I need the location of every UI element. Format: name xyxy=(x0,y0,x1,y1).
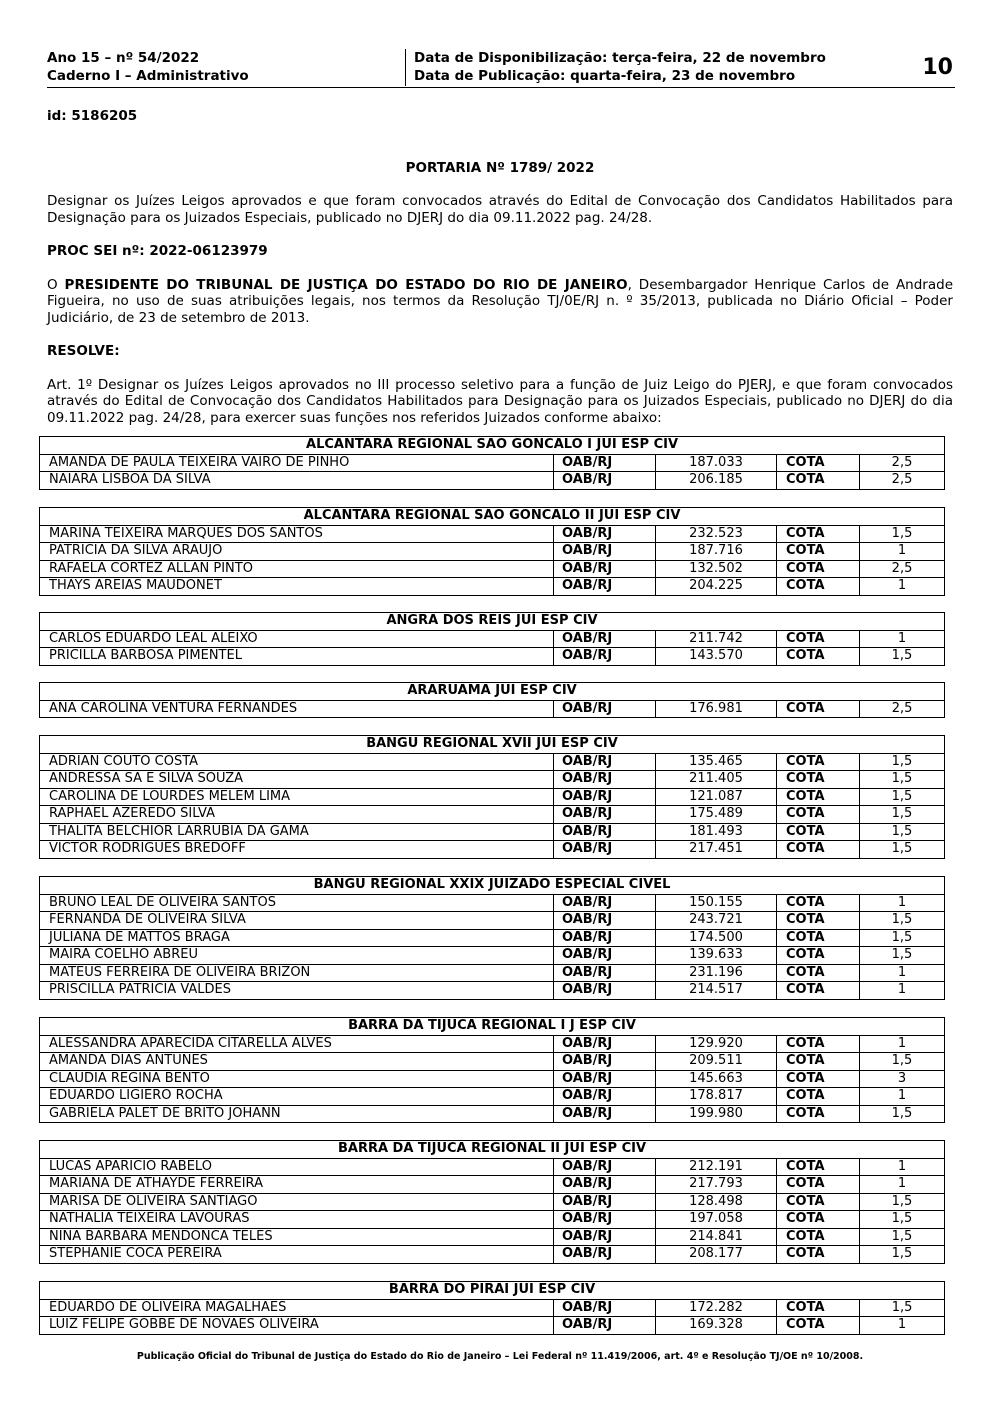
judge-name: THAYS AREIAS MAUDONET xyxy=(40,578,554,596)
oab-label: OAB/RJ xyxy=(554,823,656,841)
cota-label: COTA xyxy=(777,1228,860,1246)
header-left xyxy=(47,49,249,85)
oab-label: OAB/RJ xyxy=(554,472,656,490)
judge-name: AMANDA DIAS ANTUNES xyxy=(40,1053,554,1071)
cota-label: COTA xyxy=(777,700,860,718)
judge-name: ADRIAN COUTO COSTA xyxy=(40,753,554,771)
court-table xyxy=(39,1140,944,1264)
court-name: ARARUAMA JUI ESP CIV xyxy=(40,683,945,701)
oab-label: OAB/RJ xyxy=(554,1299,656,1317)
court-name: ALCANTARA REGIONAL SAO GONCALO I JUI ESP CIV xyxy=(40,437,945,455)
oab-label: OAB/RJ xyxy=(554,1105,656,1123)
table-row xyxy=(40,894,945,912)
cota-label: COTA xyxy=(777,1193,860,1211)
court-table xyxy=(39,1017,944,1123)
cota-value: 2,5 xyxy=(860,560,945,578)
cota-label: COTA xyxy=(777,964,860,982)
oab-number: 208.177 xyxy=(656,1246,777,1264)
cota-value: 1,5 xyxy=(860,771,945,789)
oab-label: OAB/RJ xyxy=(554,1035,656,1053)
cota-label: COTA xyxy=(777,1070,860,1088)
judge-name: VICTOR RODRIGUES BREDOFF xyxy=(40,841,554,859)
cota-value: 1,5 xyxy=(860,1053,945,1071)
oab-number: 135.465 xyxy=(656,753,777,771)
oab-number: 174.500 xyxy=(656,929,777,947)
court-table xyxy=(39,876,944,1000)
oab-number: 150.155 xyxy=(656,894,777,912)
oab-label: OAB/RJ xyxy=(554,929,656,947)
court-name: ALCANTARA REGIONAL SAO GONCALO II JUI ESP CIV xyxy=(40,508,945,526)
page-header xyxy=(47,49,955,88)
edition: Ano 15 – nº 54/2022 xyxy=(47,50,200,66)
judge-name: NINA BARBARA MENDONCA TELES xyxy=(40,1228,554,1246)
president-title: PRESIDENTE DO TRIBUNAL DE JUSTIÇA DO ESTADO DO RIO DE JANEIRO xyxy=(64,276,628,293)
cota-label: COTA xyxy=(777,753,860,771)
table-row xyxy=(40,753,945,771)
oab-label: OAB/RJ xyxy=(554,982,656,1000)
header-right xyxy=(414,49,826,85)
cota-value: 2,5 xyxy=(860,454,945,472)
table-row xyxy=(40,771,945,789)
oab-number: 176.981 xyxy=(656,700,777,718)
resolve-heading: RESOLVE: xyxy=(47,343,120,359)
cota-value: 1,5 xyxy=(860,947,945,965)
oab-label: OAB/RJ xyxy=(554,806,656,824)
table-header-row xyxy=(40,437,945,455)
oab-number: 231.196 xyxy=(656,964,777,982)
table-row xyxy=(40,1246,945,1264)
cota-value: 1 xyxy=(860,964,945,982)
cota-value: 1,5 xyxy=(860,648,945,666)
cota-value: 2,5 xyxy=(860,700,945,718)
judge-name: MARIANA DE ATHAYDE FERREIRA xyxy=(40,1176,554,1194)
cota-label: COTA xyxy=(777,771,860,789)
table-row xyxy=(40,454,945,472)
oab-number: 243.721 xyxy=(656,912,777,930)
table-row xyxy=(40,788,945,806)
cota-label: COTA xyxy=(777,1088,860,1106)
oab-label: OAB/RJ xyxy=(554,1246,656,1264)
judge-name: STEPHANIE COCA PEREIRA xyxy=(40,1246,554,1264)
cota-value: 1,5 xyxy=(860,1105,945,1123)
cota-value: 1,5 xyxy=(860,1299,945,1317)
cota-value: 2,5 xyxy=(860,472,945,490)
table-row xyxy=(40,700,945,718)
judge-name: NAIARA LISBOA DA SILVA xyxy=(40,472,554,490)
judge-name: GABRIELA PALET DE BRITO JOHANN xyxy=(40,1105,554,1123)
cota-label: COTA xyxy=(777,841,860,859)
table-header-row xyxy=(40,613,945,631)
judge-table xyxy=(39,876,945,1000)
oab-number: 214.517 xyxy=(656,982,777,1000)
judge-name: NATHALIA TEIXEIRA LAVOURAS xyxy=(40,1211,554,1229)
cota-value: 1,5 xyxy=(860,806,945,824)
judge-name: PRISCILLA PATRICIA VALDES xyxy=(40,982,554,1000)
table-row xyxy=(40,841,945,859)
table-header-row xyxy=(40,1141,945,1159)
cota-label: COTA xyxy=(777,560,860,578)
cota-value: 1 xyxy=(860,630,945,648)
table-row xyxy=(40,648,945,666)
cota-label: COTA xyxy=(777,1317,860,1335)
oab-label: OAB/RJ xyxy=(554,1053,656,1071)
table-row xyxy=(40,912,945,930)
cota-label: COTA xyxy=(777,1158,860,1176)
oab-number: 143.570 xyxy=(656,648,777,666)
oab-number: 209.511 xyxy=(656,1053,777,1071)
oab-label: OAB/RJ xyxy=(554,1070,656,1088)
table-row xyxy=(40,630,945,648)
judge-name: RAFAELA CORTEZ ALLAN PINTO xyxy=(40,560,554,578)
cota-value: 1,5 xyxy=(860,841,945,859)
judge-table xyxy=(39,1140,945,1264)
oab-number: 211.742 xyxy=(656,630,777,648)
oab-label: OAB/RJ xyxy=(554,947,656,965)
table-row xyxy=(40,1193,945,1211)
table-row xyxy=(40,543,945,561)
judge-name: ALESSANDRA APARECIDA CITARELLA ALVES xyxy=(40,1035,554,1053)
cota-value: 1,5 xyxy=(860,1193,945,1211)
cota-label: COTA xyxy=(777,929,860,947)
cota-value: 3 xyxy=(860,1070,945,1088)
cota-value: 1,5 xyxy=(860,525,945,543)
cota-label: COTA xyxy=(777,1105,860,1123)
cota-label: COTA xyxy=(777,543,860,561)
court-name: BARRA DO PIRAI JUI ESP CIV xyxy=(40,1282,945,1300)
oab-label: OAB/RJ xyxy=(554,1317,656,1335)
table-row xyxy=(40,1299,945,1317)
oab-number: 132.502 xyxy=(656,560,777,578)
judge-name: CAROLINA DE LOURDES MELEM LIMA xyxy=(40,788,554,806)
cota-label: COTA xyxy=(777,1035,860,1053)
intro-paragraph: Designar os Juízes Leigos aprovados e que foram convocados através do Edital de Convocação dos Candidatos Habilitados para Designação para os Juizados Especiais, publicado no DJERJ do dia 09.11.2022 pag. 24/28. xyxy=(47,193,953,226)
judge-name: EDUARDO DE OLIVEIRA MAGALHAES xyxy=(40,1299,554,1317)
judge-name: FERNANDA DE OLIVEIRA SILVA xyxy=(40,912,554,930)
cota-value: 1,5 xyxy=(860,823,945,841)
judge-name: MATEUS FERREIRA DE OLIVEIRA BRIZON xyxy=(40,964,554,982)
judge-table xyxy=(39,735,945,859)
oab-number: 129.920 xyxy=(656,1035,777,1053)
president-paragraph xyxy=(47,277,953,327)
oab-number: 187.033 xyxy=(656,454,777,472)
cota-value: 1 xyxy=(860,1176,945,1194)
cota-label: COTA xyxy=(777,648,860,666)
id-line: id: 5186205 xyxy=(47,108,138,124)
judge-name: JULIANA DE MATTOS BRAGA xyxy=(40,929,554,947)
court-table xyxy=(39,735,944,859)
cota-label: COTA xyxy=(777,806,860,824)
table-row xyxy=(40,525,945,543)
judge-name: EDUARDO LIGIERO ROCHA xyxy=(40,1088,554,1106)
oab-number: 206.185 xyxy=(656,472,777,490)
oab-number: 232.523 xyxy=(656,525,777,543)
table-row xyxy=(40,1035,945,1053)
table-row xyxy=(40,982,945,1000)
oab-label: OAB/RJ xyxy=(554,894,656,912)
table-row xyxy=(40,1158,945,1176)
court-table xyxy=(39,1281,944,1335)
oab-number: 175.489 xyxy=(656,806,777,824)
oab-number: 139.633 xyxy=(656,947,777,965)
judge-table xyxy=(39,682,945,718)
oab-label: OAB/RJ xyxy=(554,1211,656,1229)
oab-label: OAB/RJ xyxy=(554,630,656,648)
cota-label: COTA xyxy=(777,1211,860,1229)
availability-date: Data de Disponibilização: terça-feira, 22 de novembro xyxy=(414,50,826,66)
table-row xyxy=(40,1228,945,1246)
president-rest: , Desembargador Henrique Carlos de Andrade Figueira, no uso de suas atribuições legais, nos termos da Resolução TJ/0E/RJ n. º 35/2013, publicada no Diário Oficial – Poder Judiciário, de 23 de setembro de 2013. xyxy=(47,276,953,326)
cota-value: 1,5 xyxy=(860,1211,945,1229)
cota-value: 1 xyxy=(860,894,945,912)
court-name: ANGRA DOS REIS JUI ESP CIV xyxy=(40,613,945,631)
oab-label: OAB/RJ xyxy=(554,1228,656,1246)
oab-number: 217.793 xyxy=(656,1176,777,1194)
court-table xyxy=(39,436,944,490)
cota-label: COTA xyxy=(777,823,860,841)
judge-table xyxy=(39,507,945,596)
cota-value: 1 xyxy=(860,1088,945,1106)
judge-name: MARINA TEIXEIRA MARQUES DOS SANTOS xyxy=(40,525,554,543)
court-name: BANGU REGIONAL XXIX JUIZADO ESPECIAL CIVEL xyxy=(40,877,945,895)
judge-table xyxy=(39,436,945,490)
cota-label: COTA xyxy=(777,1176,860,1194)
judge-name: LUIZ FELIPE GOBBE DE NOVAES OLIVEIRA xyxy=(40,1317,554,1335)
table-row xyxy=(40,947,945,965)
table-row xyxy=(40,929,945,947)
oab-number: 187.716 xyxy=(656,543,777,561)
table-row xyxy=(40,578,945,596)
cota-label: COTA xyxy=(777,630,860,648)
oab-label: OAB/RJ xyxy=(554,788,656,806)
page-number: 10 xyxy=(922,55,953,80)
judge-table xyxy=(39,612,945,666)
judge-name: LUCAS APARICIO RABELO xyxy=(40,1158,554,1176)
table-row xyxy=(40,806,945,824)
judge-name: RAPHAEL AZEREDO SILVA xyxy=(40,806,554,824)
oab-number: 204.225 xyxy=(656,578,777,596)
table-row xyxy=(40,560,945,578)
cota-label: COTA xyxy=(777,982,860,1000)
oab-label: OAB/RJ xyxy=(554,648,656,666)
court-name: BARRA DA TIJUCA REGIONAL II JUI ESP CIV xyxy=(40,1141,945,1159)
cota-label: COTA xyxy=(777,1299,860,1317)
document-body xyxy=(47,108,953,426)
cota-label: COTA xyxy=(777,578,860,596)
judge-name: ANDRESSA SA E SILVA SOUZA xyxy=(40,771,554,789)
cota-value: 1 xyxy=(860,1158,945,1176)
section-name: Caderno I – Administrativo xyxy=(47,68,249,84)
cota-label: COTA xyxy=(777,912,860,930)
oab-label: OAB/RJ xyxy=(554,841,656,859)
judge-name: PATRICIA DA SILVA ARAUJO xyxy=(40,543,554,561)
table-row xyxy=(40,1176,945,1194)
table-header-row xyxy=(40,1282,945,1300)
oab-number: 145.663 xyxy=(656,1070,777,1088)
oab-number: 217.451 xyxy=(656,841,777,859)
oab-number: 214.841 xyxy=(656,1228,777,1246)
cota-label: COTA xyxy=(777,947,860,965)
oab-label: OAB/RJ xyxy=(554,1193,656,1211)
oab-label: OAB/RJ xyxy=(554,543,656,561)
judge-name: CLAUDIA REGINA BENTO xyxy=(40,1070,554,1088)
cota-label: COTA xyxy=(777,1246,860,1264)
judge-table xyxy=(39,1017,945,1123)
table-row xyxy=(40,1105,945,1123)
oab-label: OAB/RJ xyxy=(554,1176,656,1194)
cota-value: 1 xyxy=(860,1317,945,1335)
judge-name: PRICILLA BARBOSA PIMENTEL xyxy=(40,648,554,666)
oab-label: OAB/RJ xyxy=(554,753,656,771)
table-row xyxy=(40,1053,945,1071)
cota-value: 1,5 xyxy=(860,929,945,947)
court-table xyxy=(39,507,944,596)
oab-label: OAB/RJ xyxy=(554,525,656,543)
oab-label: OAB/RJ xyxy=(554,771,656,789)
court-table xyxy=(39,612,944,666)
oab-number: 178.817 xyxy=(656,1088,777,1106)
table-row xyxy=(40,964,945,982)
cota-value: 1 xyxy=(860,543,945,561)
oab-number: 197.058 xyxy=(656,1211,777,1229)
table-row xyxy=(40,1088,945,1106)
article-1: Art. 1º Designar os Juízes Leigos aprovados no III processo seletivo para a função de Juiz Leigo do PJERJ, e que foram convocados através do Edital de Convocação dos Candidatos Habilitados para Designação para os Juizados Especiais, publicado no DJERJ do dia 09.11.2022 pag. 24/28, para exercer suas funções nos referidos Juizados conforme abaixo: xyxy=(47,376,953,426)
court-name: BANGU REGIONAL XVII JUI ESP CIV xyxy=(40,736,945,754)
cota-label: COTA xyxy=(777,788,860,806)
cota-value: 1,5 xyxy=(860,912,945,930)
oab-number: 128.498 xyxy=(656,1193,777,1211)
oab-label: OAB/RJ xyxy=(554,560,656,578)
judge-name: CARLOS EDUARDO LEAL ALEIXO xyxy=(40,630,554,648)
cota-label: COTA xyxy=(777,472,860,490)
cota-label: COTA xyxy=(777,525,860,543)
header-divider xyxy=(405,49,406,86)
cota-value: 1 xyxy=(860,578,945,596)
judge-name: MARISA DE OLIVEIRA SANTIAGO xyxy=(40,1193,554,1211)
cota-value: 1,5 xyxy=(860,753,945,771)
oab-label: OAB/RJ xyxy=(554,1158,656,1176)
court-name: BARRA DA TIJUCA REGIONAL I J ESP CIV xyxy=(40,1018,945,1036)
oab-number: 199.980 xyxy=(656,1105,777,1123)
table-row xyxy=(40,823,945,841)
judge-name: AMANDA DE PAULA TEIXEIRA VAIRO DE PINHO xyxy=(40,454,554,472)
oab-label: OAB/RJ xyxy=(554,454,656,472)
judge-name: BRUNO LEAL DE OLIVEIRA SANTOS xyxy=(40,894,554,912)
table-header-row xyxy=(40,1018,945,1036)
oab-number: 181.493 xyxy=(656,823,777,841)
cota-label: COTA xyxy=(777,454,860,472)
judge-table xyxy=(39,1281,945,1335)
oab-label: OAB/RJ xyxy=(554,912,656,930)
publication-date: Data de Publicação: quarta-feira, 23 de novembro xyxy=(414,68,796,84)
oab-label: OAB/RJ xyxy=(554,964,656,982)
oab-number: 211.405 xyxy=(656,771,777,789)
table-row xyxy=(40,1317,945,1335)
table-row xyxy=(40,472,945,490)
oab-label: OAB/RJ xyxy=(554,578,656,596)
oab-number: 172.282 xyxy=(656,1299,777,1317)
page-footer: Publicação Oficial do Tribunal de Justiça do Estado do Rio de Janeiro – Lei Federal nº 11.419/2006, art. 4º e Resolução TJ/OE nº 10/2008. xyxy=(136,1351,864,1362)
table-header-row xyxy=(40,736,945,754)
table-row xyxy=(40,1211,945,1229)
cota-value: 1,5 xyxy=(860,1246,945,1264)
table-header-row xyxy=(40,508,945,526)
president-o: O xyxy=(47,276,65,293)
oab-number: 212.191 xyxy=(656,1158,777,1176)
cota-value: 1 xyxy=(860,982,945,1000)
judge-name: MAIRA COELHO ABREU xyxy=(40,947,554,965)
judge-name: THALITA BELCHIOR LARRUBIA DA GAMA xyxy=(40,823,554,841)
portaria-title: PORTARIA Nº 1789/ 2022 xyxy=(405,159,595,176)
cota-label: COTA xyxy=(777,894,860,912)
table-header-row xyxy=(40,877,945,895)
judge-name: ANA CAROLINA VENTURA FERNANDES xyxy=(40,700,554,718)
table-row xyxy=(40,1070,945,1088)
court-table xyxy=(39,682,944,718)
cota-value: 1,5 xyxy=(860,788,945,806)
cota-label: COTA xyxy=(777,1053,860,1071)
cota-value: 1,5 xyxy=(860,1228,945,1246)
proc-sei: PROC SEI nº: 2022-06123979 xyxy=(47,243,268,259)
oab-label: OAB/RJ xyxy=(554,1088,656,1106)
oab-number: 169.328 xyxy=(656,1317,777,1335)
cota-value: 1 xyxy=(860,1035,945,1053)
oab-number: 121.087 xyxy=(656,788,777,806)
table-header-row xyxy=(40,683,945,701)
oab-label: OAB/RJ xyxy=(554,700,656,718)
